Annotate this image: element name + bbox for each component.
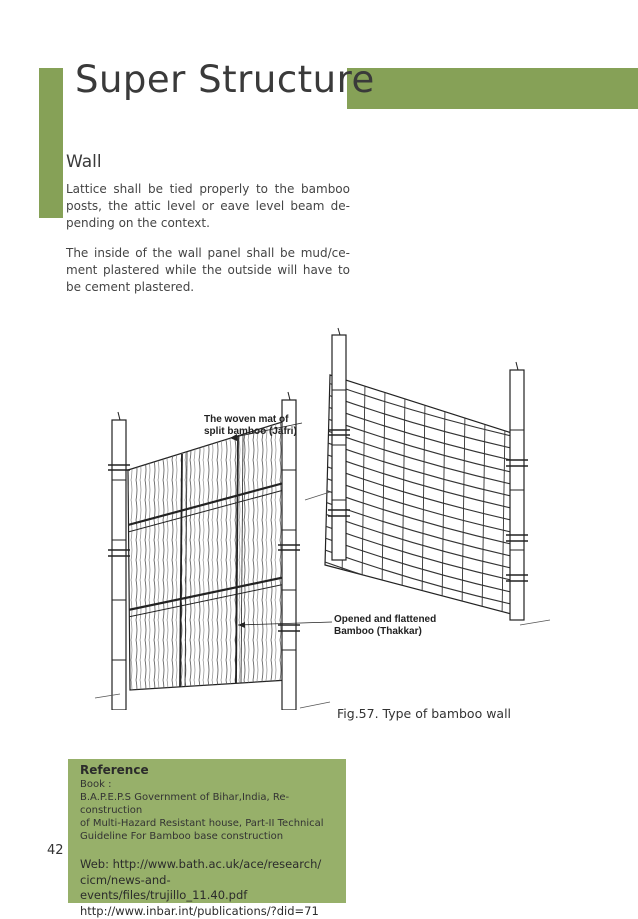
page-title: Super Structure bbox=[75, 58, 375, 101]
body-paragraph: Lattice shall be tied properly to the bamboo posts, the attic level or eave level beam de-pending on the context. bbox=[66, 181, 350, 232]
right-wall-panel bbox=[325, 375, 518, 615]
reference-title: Reference bbox=[80, 763, 336, 777]
bamboo-wall-figure bbox=[90, 320, 560, 710]
reference-box bbox=[68, 759, 346, 903]
body-paragraph: The inside of the wall panel shall be mud/ce-ment plastered while the outside will have to be cement plastered. bbox=[66, 245, 350, 296]
label-jafri-line1: The woven mat of bbox=[204, 414, 289, 425]
label-thakkar-line1: Opened and flattened bbox=[334, 614, 436, 625]
bamboo-wall-illustration bbox=[90, 320, 560, 710]
reference-book-label: Book : bbox=[80, 778, 336, 791]
reference-web-line: Web: http://www.bath.ac.uk/ace/research/ bbox=[80, 857, 336, 873]
page-number: 42 bbox=[47, 843, 64, 858]
accent-header-bar bbox=[347, 68, 638, 109]
reference-web-line: cicm/news-and-events/files/trujillo_11.40.pdf bbox=[80, 873, 336, 904]
accent-side-bar bbox=[39, 68, 63, 218]
label-jafri-line2: split bamboo (Jafri) bbox=[204, 426, 297, 437]
figure-caption: Fig.57. Type of bamboo wall bbox=[337, 706, 511, 721]
section-heading: Wall bbox=[66, 152, 102, 172]
reference-web-line: http://www.inbar.int/publications/?did=71 bbox=[80, 904, 336, 919]
reference-book-line: of Multi-Hazard Resistant house, Part-II Technical bbox=[80, 817, 336, 830]
label-thakkar-line2: Bamboo (Thakkar) bbox=[334, 626, 422, 637]
reference-web-block bbox=[80, 857, 336, 919]
reference-book-line: B.A.P.E.P.S Government of Bihar,India, Re-construction bbox=[80, 791, 336, 817]
left-bamboo-post-front bbox=[108, 412, 130, 710]
reference-book-line: Guideline For Bamboo base construction bbox=[80, 830, 336, 843]
